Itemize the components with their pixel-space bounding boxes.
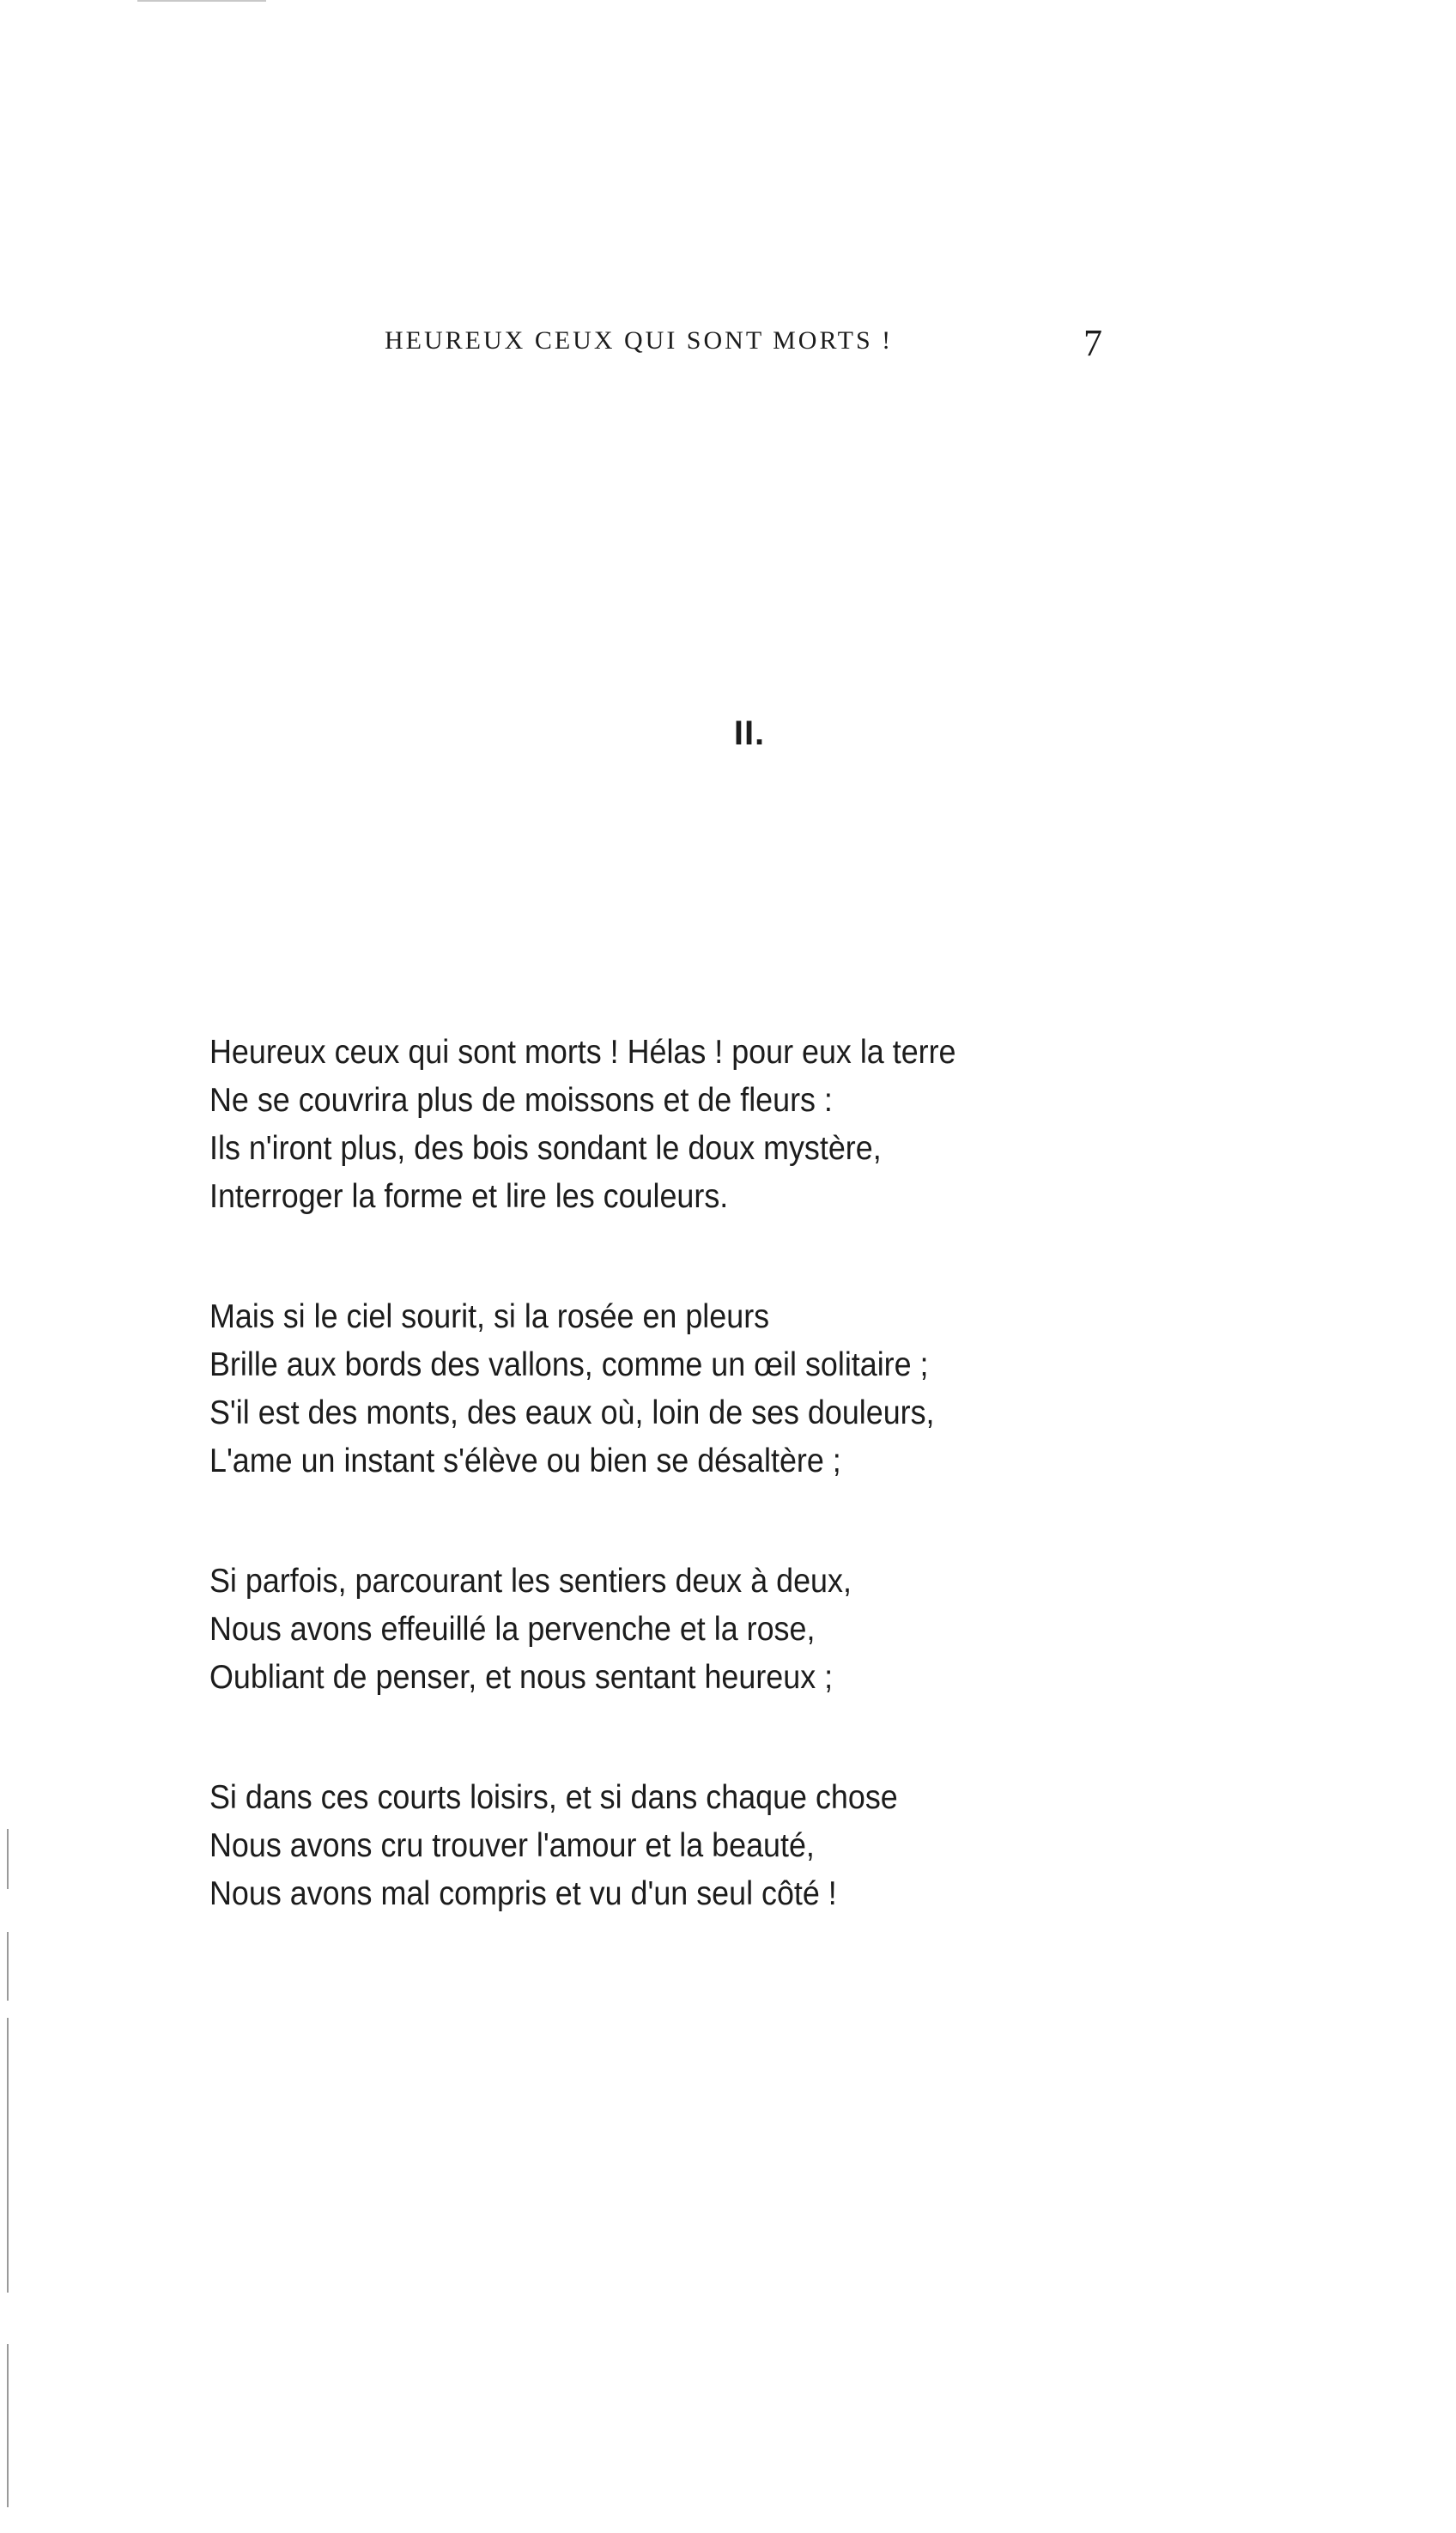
verse-line: Ils n'iront plus, des bois sondant le doux mystère, <box>209 1130 882 1167</box>
verse-line: Nous avons mal compris et vu d'un seul côté ! <box>209 1875 837 1912</box>
running-head <box>0 322 1456 369</box>
stanza <box>209 1774 1326 1918</box>
verse-line: Brille aux bords des vallons, comme un œil solitaire ; <box>209 1346 929 1383</box>
verse-line: L'ame un instant s'élève ou bien se désaltère ; <box>209 1443 841 1479</box>
verse-line: Nous avons effeuillé la pervenche et la rose, <box>209 1611 816 1648</box>
verse-line: Mais si le ciel sourit, si la rosée en pleurs <box>209 1298 770 1335</box>
verse-line: Si dans ces courts loisirs, et si dans chaque chose <box>209 1779 898 1816</box>
scan-artifact-edge <box>7 2018 9 2293</box>
poem <box>209 1029 1326 1990</box>
scan-artifact-edge <box>7 1932 9 2001</box>
verse-line: S'il est des monts, des eaux où, loin de ses douleurs, <box>209 1394 935 1431</box>
running-title: HEUREUX CEUX QUI SONT MORTS ! <box>385 326 894 355</box>
verse-line: Oubliant de penser, et nous sentant heureux ; <box>209 1659 834 1696</box>
page-number: 7 <box>1083 322 1102 364</box>
verse-line: Si parfois, parcourant les sentiers deux à deux, <box>209 1563 852 1600</box>
verse-line: Ne se couvrira plus de moissons et de fleurs : <box>209 1082 833 1119</box>
scan-artifact-edge <box>7 2344 9 2507</box>
stanza <box>209 1029 1326 1221</box>
verse-line: Heureux ceux qui sont morts ! Hélas ! pour eux la terre <box>209 1034 956 1071</box>
stanza <box>209 1558 1326 1702</box>
scan-artifact-edge <box>7 1829 9 1889</box>
section-number: II. <box>733 714 766 752</box>
verse-line: Interroger la forme et lire les couleurs. <box>209 1178 729 1215</box>
verse-line: Nous avons cru trouver l'amour et la beauté, <box>209 1827 815 1864</box>
scan-artifact-top <box>137 0 266 2</box>
stanza <box>209 1293 1326 1485</box>
